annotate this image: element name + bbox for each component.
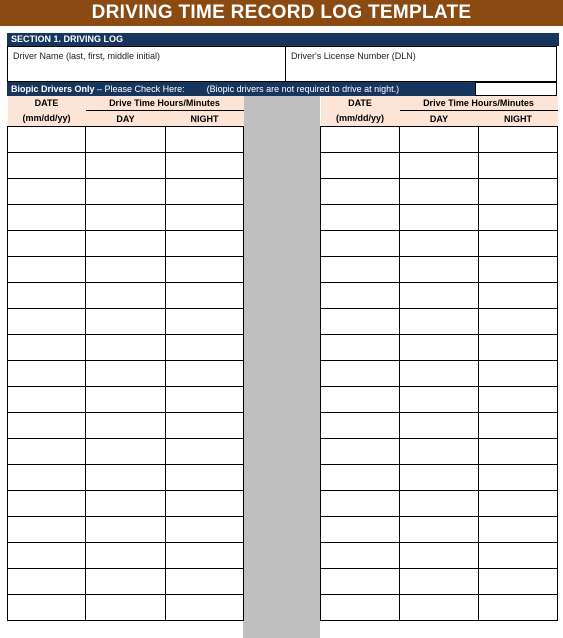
date-cell[interactable] [321, 387, 400, 413]
table-row [8, 179, 244, 205]
day-cell[interactable] [400, 491, 479, 517]
table-row [8, 205, 244, 231]
biopic-check-text: – Please Check Here: [94, 84, 185, 94]
day-cell[interactable] [86, 387, 166, 413]
day-cell[interactable] [86, 205, 166, 231]
date-cell[interactable] [321, 127, 400, 153]
night-cell[interactable] [166, 153, 244, 179]
date-cell[interactable] [8, 517, 86, 543]
night-cell[interactable] [479, 387, 558, 413]
night-cell[interactable] [166, 413, 244, 439]
day-cell[interactable] [86, 283, 166, 309]
driver-name-field[interactable] [8, 47, 286, 81]
date-cell[interactable] [8, 179, 86, 205]
night-header: NIGHT [479, 111, 558, 127]
day-cell[interactable] [86, 517, 166, 543]
date-cell[interactable] [8, 153, 86, 179]
section-header: SECTION 1. DRIVING LOG [7, 33, 559, 46]
day-cell[interactable] [400, 127, 479, 153]
table-row [321, 361, 558, 387]
night-cell[interactable] [479, 153, 558, 179]
night-cell[interactable] [166, 257, 244, 283]
day-cell[interactable] [400, 335, 479, 361]
night-cell[interactable] [479, 283, 558, 309]
table-row [321, 127, 558, 153]
night-cell[interactable] [166, 517, 244, 543]
day-cell[interactable] [400, 361, 479, 387]
day-cell[interactable] [400, 257, 479, 283]
night-cell[interactable] [166, 543, 244, 569]
day-cell[interactable] [400, 179, 479, 205]
day-cell[interactable] [400, 413, 479, 439]
date-cell[interactable] [321, 179, 400, 205]
date-cell[interactable] [8, 361, 86, 387]
table-row [8, 231, 244, 257]
biopic-note: (Biopic drivers are not required to drive at night.) [206, 84, 400, 94]
table-row [8, 439, 244, 465]
date-cell[interactable] [321, 517, 400, 543]
table-row [321, 205, 558, 231]
date-format-header: (mm/dd/yy) [321, 111, 400, 127]
table-row [321, 595, 558, 621]
day-cell[interactable] [86, 569, 166, 595]
date-cell[interactable] [8, 283, 86, 309]
table-row [8, 569, 244, 595]
table-row [321, 439, 558, 465]
table-row [321, 543, 558, 569]
drive-time-header: Drive Time Hours/Minutes [400, 96, 558, 111]
night-cell[interactable] [166, 231, 244, 257]
day-cell[interactable] [86, 439, 166, 465]
log-table-right [320, 96, 558, 621]
day-cell[interactable] [400, 205, 479, 231]
day-cell[interactable] [400, 543, 479, 569]
table-row [321, 387, 558, 413]
table-row [321, 153, 558, 179]
table-row [8, 335, 244, 361]
night-cell[interactable] [479, 413, 558, 439]
night-cell[interactable] [166, 179, 244, 205]
day-cell[interactable] [400, 153, 479, 179]
biopic-checkbox[interactable] [475, 82, 557, 96]
day-cell[interactable] [400, 231, 479, 257]
table-row [321, 309, 558, 335]
table-row [8, 543, 244, 569]
date-header: DATE [321, 96, 400, 111]
day-cell[interactable] [400, 595, 479, 621]
table-row [8, 595, 244, 621]
day-cell[interactable] [400, 309, 479, 335]
table-row [8, 413, 244, 439]
date-cell[interactable] [321, 361, 400, 387]
date-cell[interactable] [321, 153, 400, 179]
biopic-bar [7, 82, 475, 96]
night-cell[interactable] [479, 595, 558, 621]
date-cell[interactable] [8, 595, 86, 621]
night-header: NIGHT [166, 111, 244, 127]
date-cell[interactable] [321, 491, 400, 517]
date-format-header: (mm/dd/yy) [8, 111, 86, 127]
night-cell[interactable] [166, 335, 244, 361]
day-cell[interactable] [86, 491, 166, 517]
day-cell[interactable] [86, 153, 166, 179]
table-row [8, 257, 244, 283]
date-cell[interactable] [8, 569, 86, 595]
night-cell[interactable] [479, 127, 558, 153]
night-cell[interactable] [166, 387, 244, 413]
date-header: DATE [8, 96, 86, 111]
day-cell[interactable] [400, 387, 479, 413]
table-row [8, 283, 244, 309]
table-row [321, 257, 558, 283]
date-cell[interactable] [321, 439, 400, 465]
table-row [321, 283, 558, 309]
date-cell[interactable] [321, 257, 400, 283]
night-cell[interactable] [479, 491, 558, 517]
night-cell[interactable] [166, 205, 244, 231]
table-row [321, 413, 558, 439]
night-cell[interactable] [479, 335, 558, 361]
table-row [8, 153, 244, 179]
biopic-label: Biopic Drivers Only [11, 84, 95, 94]
date-cell[interactable] [321, 543, 400, 569]
night-cell[interactable] [479, 517, 558, 543]
date-cell[interactable] [8, 309, 86, 335]
night-cell[interactable] [479, 309, 558, 335]
day-cell[interactable] [86, 413, 166, 439]
date-cell[interactable] [8, 465, 86, 491]
license-number-label: Driver's License Number (DLN) [291, 51, 416, 61]
night-cell[interactable] [166, 309, 244, 335]
driver-name-label: Driver Name (last, first, middle initial) [13, 51, 161, 61]
date-cell[interactable] [321, 205, 400, 231]
night-cell[interactable] [166, 465, 244, 491]
day-header: DAY [400, 111, 479, 127]
date-cell[interactable] [321, 231, 400, 257]
night-cell[interactable] [166, 595, 244, 621]
table-row [321, 491, 558, 517]
day-cell[interactable] [86, 309, 166, 335]
date-cell[interactable] [8, 257, 86, 283]
date-cell[interactable] [8, 413, 86, 439]
night-cell[interactable] [166, 361, 244, 387]
day-cell[interactable] [86, 257, 166, 283]
date-cell[interactable] [8, 543, 86, 569]
date-cell[interactable] [8, 439, 86, 465]
date-cell[interactable] [8, 387, 86, 413]
day-cell[interactable] [400, 465, 479, 491]
date-cell[interactable] [8, 231, 86, 257]
date-cell[interactable] [321, 335, 400, 361]
driver-info-box [7, 46, 557, 82]
table-row [8, 517, 244, 543]
night-cell[interactable] [166, 569, 244, 595]
page-title: DRIVING TIME RECORD LOG TEMPLATE [0, 0, 563, 26]
date-cell[interactable] [8, 205, 86, 231]
night-cell[interactable] [166, 283, 244, 309]
table-row [321, 335, 558, 361]
day-cell[interactable] [86, 231, 166, 257]
night-cell[interactable] [166, 439, 244, 465]
day-cell[interactable] [86, 543, 166, 569]
table-row [8, 361, 244, 387]
drive-time-header: Drive Time Hours/Minutes [86, 96, 244, 111]
night-cell[interactable] [479, 231, 558, 257]
date-cell[interactable] [321, 465, 400, 491]
night-cell[interactable] [479, 205, 558, 231]
day-cell[interactable] [400, 439, 479, 465]
date-cell[interactable] [8, 491, 86, 517]
table-row [8, 491, 244, 517]
day-cell[interactable] [400, 517, 479, 543]
day-cell[interactable] [86, 595, 166, 621]
night-cell[interactable] [479, 179, 558, 205]
night-cell[interactable] [479, 439, 558, 465]
table-row [8, 465, 244, 491]
license-number-field[interactable] [286, 47, 556, 81]
night-cell[interactable] [479, 257, 558, 283]
table-row [321, 465, 558, 491]
date-cell[interactable] [321, 595, 400, 621]
day-cell[interactable] [400, 283, 479, 309]
night-cell[interactable] [479, 543, 558, 569]
date-cell[interactable] [321, 283, 400, 309]
night-cell[interactable] [479, 569, 558, 595]
log-table-left [7, 96, 244, 621]
date-cell[interactable] [321, 309, 400, 335]
table-row [321, 231, 558, 257]
day-cell[interactable] [86, 127, 166, 153]
day-cell[interactable] [400, 569, 479, 595]
table-row [321, 179, 558, 205]
date-cell[interactable] [8, 335, 86, 361]
table-row [321, 517, 558, 543]
table-separator [243, 96, 320, 638]
day-header: DAY [86, 111, 166, 127]
date-cell[interactable] [321, 569, 400, 595]
table-row [321, 569, 558, 595]
date-cell[interactable] [321, 413, 400, 439]
date-cell[interactable] [8, 127, 86, 153]
table-row [8, 387, 244, 413]
table-row [8, 309, 244, 335]
table-row [8, 127, 244, 153]
day-cell[interactable] [86, 465, 166, 491]
day-cell[interactable] [86, 361, 166, 387]
day-cell[interactable] [86, 335, 166, 361]
night-cell[interactable] [166, 491, 244, 517]
night-cell[interactable] [479, 361, 558, 387]
night-cell[interactable] [479, 465, 558, 491]
night-cell[interactable] [166, 127, 244, 153]
day-cell[interactable] [86, 179, 166, 205]
